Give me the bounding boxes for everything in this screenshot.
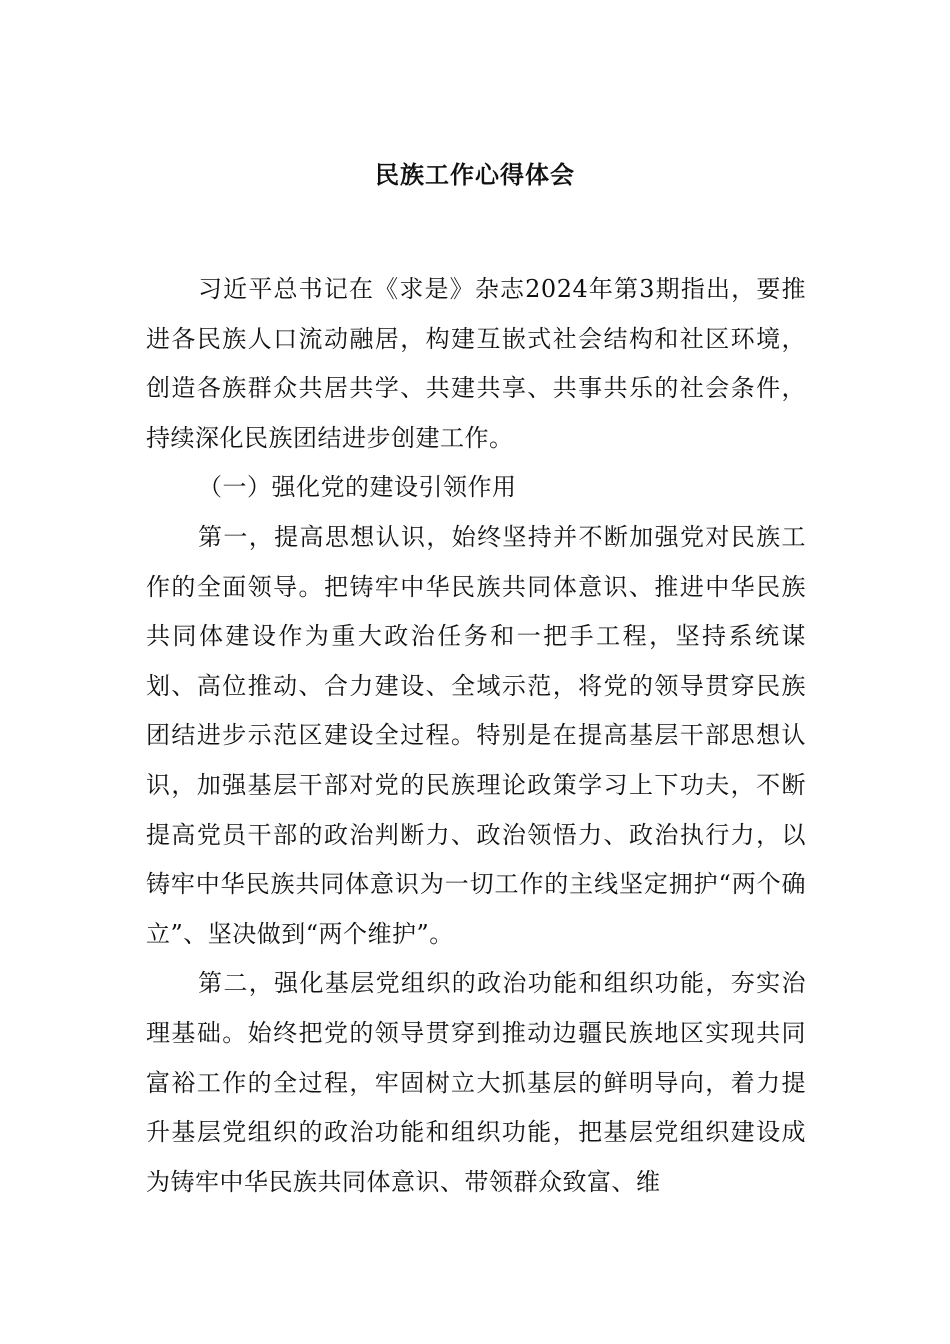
paragraph-first: 第一，提高思想认识，始终坚持并不断加强党对民族工作的全面领导。把铸牢中华民族共同体意识、推进中华民族共同体建设作为重大政治任务和一把手工程，坚持系统谋划、高位推动、合力建设、全域示范，将党的领导贯穿民族团结进步示范区建设全过程。特别是在提高基层干部思想认识，加强基层干部对党的民族理论政策学习上下功夫，不断提高党员干部的政治判断力、政治领悟力、政治执行力，以铸牢中华民族共同体意识为一切工作的主线坚定拥护“两个确立”、坚决做到“两个维护”。 xyxy=(146,522,806,948)
section-heading: （一）强化党的建设引领作用 xyxy=(198,473,517,502)
paragraph-second: 第二，强化基层党组织的政治功能和组织功能，夯实治理基础。始终把党的领导贯穿到推动边疆民族地区实现共同富裕工作的全过程，牢固树立大抓基层的鲜明导向，着力提升基层党组织的政治功能和组织功能，把基层党组织建设成为铸牢中华民族共同体意识、带领群众致富、维 xyxy=(146,969,806,1196)
document-body xyxy=(146,265,806,1207)
paragraph-intro: 习近平总书记在《求是》杂志2024年第3期指出，要推进各民族人口流动融居，构建互嵌式社会结构和社区环境，创造各族群众共居共学、共建共享、共事共乐的社会条件，持续深化民族团结进步创建工作。 xyxy=(146,275,806,452)
document-title: 民族工作心得体会 xyxy=(375,161,575,189)
